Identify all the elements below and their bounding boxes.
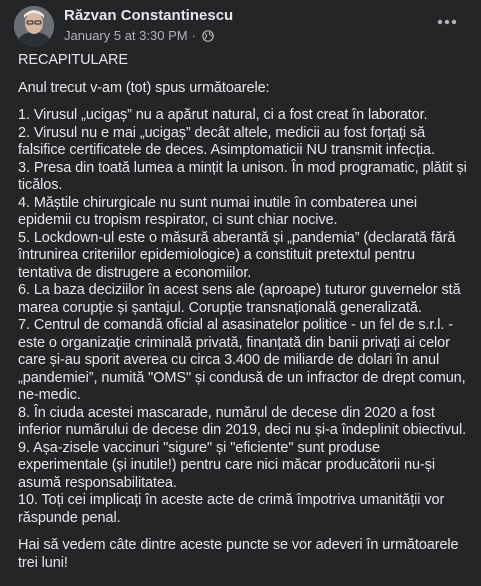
more-options-icon [437, 19, 457, 25]
post-heading: RECAPITULARE [18, 52, 128, 68]
post-timestamp[interactable]: January 5 at 3:30 PM [64, 28, 188, 43]
avatar[interactable] [14, 6, 54, 46]
list-item: 8. În ciuda acestei mascarade, numărul de decese din 2020 a fost inferior numărului de decese din 2019, deci nu și-a îndeplinit obiectivul. [18, 404, 467, 438]
list-item: 10. Toți cei implicați în aceste acte de crimă împotriva umanității vor răspunde penal. [18, 492, 445, 526]
post-header [0, 0, 481, 52]
list-item: 4. Măștile chirurgicale nu sunt numai inutile în combaterea unei epidemii cu tropism respirator, ci sunt chiar nocive. [18, 194, 418, 228]
avatar-image [14, 6, 54, 46]
list-item: 1. Virusul „ucigaș” nu a apărut natural, ci a fost creat în laborator. [18, 107, 428, 123]
list-item: 5. Lockdown-ul este o măsură aberantă și „pandemia” (declarată fără întrunirea criteriilor epidemiologice) a constituit pretextul pentru tentativa de distrugere a economiilor. [18, 229, 456, 281]
post-body [18, 52, 470, 582]
author-name[interactable]: Răzvan Constantinescu [64, 7, 234, 24]
meta-separator: · [191, 28, 196, 43]
post-intro: Anul trecut v-am (tot) spus următoarele: [18, 79, 270, 96]
post-meta [64, 28, 214, 43]
list-item: 2. Virusul nu e mai „ucigaș” decât altele, medicii au fost forțați să falsifice certificatele de deces. Asimptomaticii NU transmit infecția. [18, 124, 435, 158]
list-item: 7. Centrul de comandă oficial al asasinatelor politice - un fel de s.r.l. - este o organizație criminală privată, finanțată din banii privați ai celor care și-au sporit averea cu circa 3.400 de miliarde de dolari în anul „pandemiei”, numită "OMS" și condusă de un infractor de drept comun, ne-medic. [18, 317, 466, 403]
list-item: 3. Presa din toată lumea a mințit la unison. În mod programatic, plătit și ticălos. [18, 159, 467, 193]
post-closing: Hai să vedem câte dintre aceste puncte se vor adeveri în următoarele trei luni! [18, 537, 459, 571]
points-list [18, 107, 470, 527]
more-options-button[interactable] [431, 10, 463, 34]
list-item: 9. Așa-zisele vaccinuri "sigure" și "eficiente" sunt produse experimentale (și inutile!) pentru care nici măcar producătorii nu-și asumă responsabilitatea. [18, 439, 436, 491]
globe-icon [202, 30, 214, 42]
list-item: 6. La baza deciziilor în acest sens ale (aproape) tuturor guvernelor stă marea corupție și șantajul. Corupție transnațională generalizată. [18, 282, 461, 316]
